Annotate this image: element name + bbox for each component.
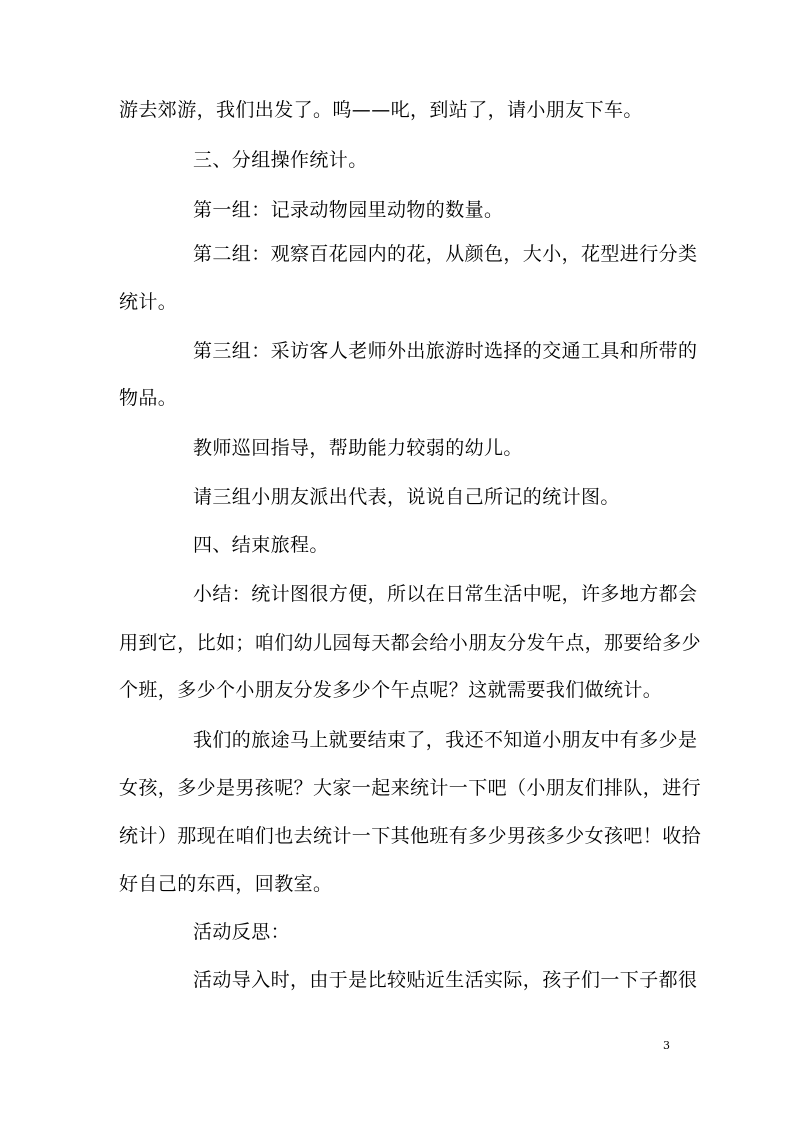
text-line: 第一组：记录动物园里动物的数量。 bbox=[193, 199, 504, 221]
section-heading: 三、分组操作统计。 bbox=[193, 149, 368, 171]
text-line: 游去郊游，我们出发了。呜——叱，到站了，请小朋友下车。 bbox=[119, 99, 643, 121]
text-line: 我们的旅途马上就要结束了，我还不知道小朋友中有多少是 bbox=[193, 729, 698, 751]
text-line: 教师巡回指导，帮助能力较弱的幼儿。 bbox=[193, 437, 523, 459]
text-line: 请三组小朋友派出代表，说说自己所记的统计图。 bbox=[193, 486, 620, 508]
text-line: 好自己的东西，回教室。 bbox=[119, 873, 333, 895]
text-line: 第三组：采访客人老师外出旅游时选择的交通工具和所带的 bbox=[193, 340, 698, 362]
text-line: 物品。 bbox=[119, 387, 178, 409]
section-heading: 四、结束旅程。 bbox=[193, 534, 329, 556]
text-line: 女孩，多少是男孩呢？大家一起来统计一下吧（小朋友们排队，进行 bbox=[119, 777, 702, 799]
text-line: 用到它，比如；咱们幼儿园每天都会给小朋友分发午点，那要给多少 bbox=[119, 632, 702, 654]
text-line: 第二组：观察百花园内的花，从颜色，大小，花型进行分类 bbox=[193, 243, 698, 265]
text-line: 小结：统计图很方便，所以在日常生活中呢，许多地方都会 bbox=[193, 583, 698, 605]
text-line: 统计。 bbox=[119, 291, 178, 313]
page-number: 3 bbox=[663, 1039, 670, 1052]
section-heading: 活动反思： bbox=[193, 921, 291, 943]
text-line: 统计）那现在咱们也去统计一下其他班有多少男孩多少女孩吧！收拾 bbox=[119, 825, 702, 847]
text-line: 个班，多少个小朋友分发多少个午点呢？这就需要我们做统计。 bbox=[119, 679, 663, 701]
text-line: 活动导入时，由于是比较贴近生活实际，孩子们一下子都很 bbox=[193, 969, 698, 991]
